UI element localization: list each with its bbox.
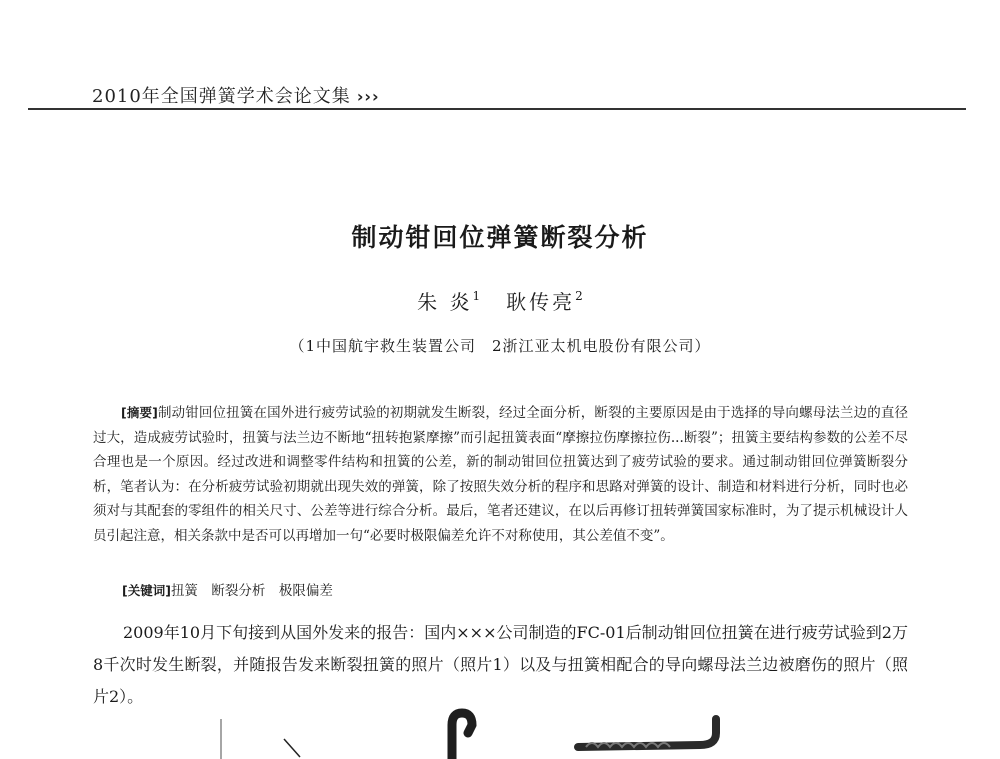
keywords-text: 扭簧 断裂分析 极限偏差	[170, 583, 333, 599]
header-divider	[28, 108, 966, 110]
spring-hook-photo	[452, 713, 472, 759]
running-title: 2010年全国弹簧学术会论文集	[92, 86, 351, 107]
author-name: 朱 炎	[417, 290, 473, 314]
abstract-label: [摘要]	[121, 405, 158, 420]
keywords	[122, 579, 333, 599]
running-head	[92, 82, 380, 108]
body-paragraph: 2009年10月下旬接到从国外发来的报告：国内×××公司制造的FC-01后制动钳回位扭簧在进行疲劳试验到2万8千次时发生断裂，并随报告发来断裂扭簧的照片（照片1）以及与扭簧相配合的导向螺母法兰边被磨伤的照片（照片2）。	[93, 623, 908, 706]
author-line	[0, 286, 1000, 315]
author-affiliation-mark: 2	[575, 289, 583, 303]
author-name: 耿传亮	[506, 290, 576, 314]
affiliation: （1中国航宇救生装置公司 2浙江亚太机电股份有限公司）	[289, 337, 711, 355]
abstract-text: 制动钳回位扭簧在国外进行疲劳试验的初期就发生断裂，经过全面分析，断裂的主要原因是由于选择的导向螺母法兰边的直径过大，造成疲劳试验时，扭簧与法兰边不断地“扭转抱紧摩擦”而引起扭簧表面“摩擦拉伤摩擦拉伤...断裂”；扭簧主要结构参数的公差不尽合理也是一个原因。经过改进和调整零件结构和扭簧的公差，新的制动钳回位扭簧达到了疲劳试验的要求。通过制动钳回位弹簧断裂分析，笔者认为：在分析疲劳试验初期就出现失效的弹簧，除了按照失效分析的程序和思路对弹簧的设计、制造和材料进行分析，同时也必须对与其配套的零组件的相关尺寸、公差等进行综合分析。最后，笔者还建议，在以后再修订扭转弹簧国家标准时，为了提示机械设计人员引起注意，相关条款中是否可以再增加一句“必要时极限偏差允许不对称使用，其公差值不变”。	[93, 405, 908, 544]
figure-pointer-arrow	[284, 739, 300, 757]
paper-title: 制动钳回位弹簧断裂分析	[351, 223, 649, 252]
author-affiliation-mark: 1	[472, 289, 481, 303]
chevron-right-icon: ›››	[356, 87, 380, 106]
spring-coil-photo	[578, 719, 716, 747]
keywords-label: [关键词]	[122, 583, 171, 598]
abstract	[93, 401, 908, 548]
figure-photos-partial	[0, 705, 1000, 759]
